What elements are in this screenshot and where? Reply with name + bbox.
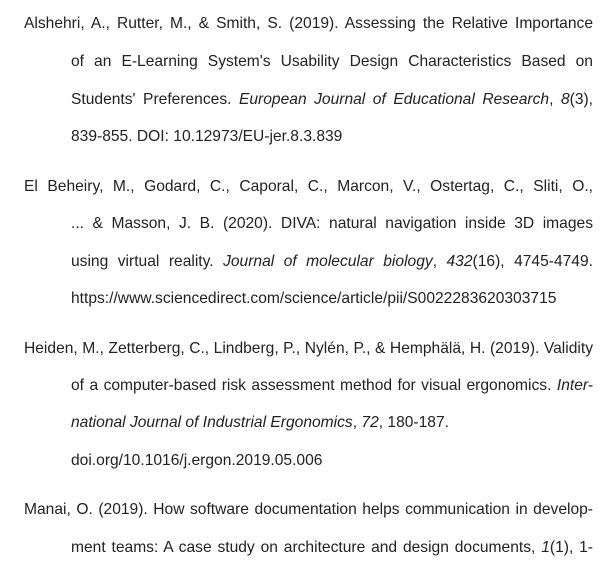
reference-line: national Journal of Industrial Ergonomics, 72, 180-187. xyxy=(71,414,449,431)
volume-number: 8 xyxy=(560,91,570,108)
reference-line: Alshehri, A., Rutter, M., & Smith, S. (2019). Assessing the Relative Importance xyxy=(24,15,593,32)
journal-title: Journal of molecular biology xyxy=(223,253,433,270)
journal-title: national Journal of Industrial Ergonomics xyxy=(71,414,353,431)
reference-line: El Beheiry, M., Godard, C., Caporal, C., Marcon, V., Ostertag, C., Sliti, O., xyxy=(24,178,593,195)
reference-doi[interactable]: doi.org/10.1016/j.ergon.2019.05.006 xyxy=(71,452,323,469)
journal-title: Inter- xyxy=(556,377,593,394)
reference-line: of a computer-based risk assessment method for visual ergonomics. Inter- xyxy=(71,377,593,394)
journal-title: European Journal of Educational Research xyxy=(238,91,550,108)
reference-line: Manai, O. (2019). How software documentation helps communication in develop- xyxy=(24,501,593,518)
reference-line: Heiden, M., Zetterberg, C., Lindberg, P., Nylén, P., & Hemphälä, H. (2019). Validity xyxy=(24,340,593,357)
reference-line: ... & Masson, J. B. (2020). DIVA: natural navigation inside 3D images xyxy=(71,215,593,232)
reference-link[interactable]: https://www.sciencedirect.com/science/article/pii/S0022283620303715 xyxy=(71,290,557,307)
reference-line: using virtual reality. Journal of molecular biology, 432(16), 4745-4749. xyxy=(71,253,593,270)
volume-number: 1 xyxy=(541,539,550,556)
reference-line: Students' Preferences. European Journal of Educational Research, 8(3), xyxy=(71,91,594,108)
reference-line: of an E-Learning System's Usability Design Characteristics Based on xyxy=(71,53,593,70)
reference-line: ment teams: A case study on architecture and design documents, 1(1), 1- xyxy=(71,539,593,556)
reference-line: 839-855. DOI: 10.12973/EU-jer.8.3.839 xyxy=(71,128,343,145)
volume-number: 72 xyxy=(361,414,379,431)
volume-number: 432 xyxy=(446,253,473,270)
